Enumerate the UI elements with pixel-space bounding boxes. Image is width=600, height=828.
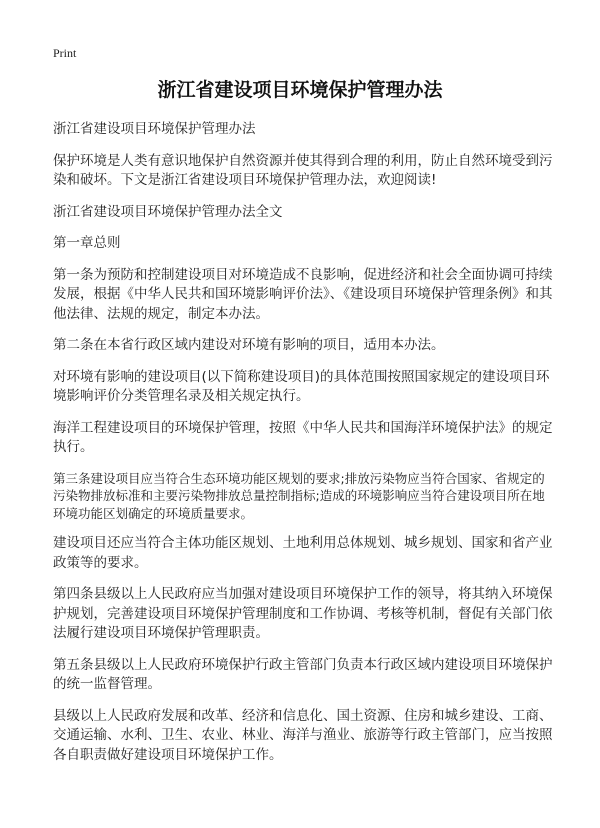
paragraph-departments: 县级以上人民政府发展和改革、经济和信息化、国土资源、住房和城乡建设、工商、交通运输、水利、卫生、农业、林业、海洋与渔业、旅游等行政主管部门，应当按照各自职责做好建设项目环境保护工作。 [53, 707, 553, 763]
paragraph-article-1: 第一条为预防和控制建设项目对环境造成不良影响，促进经济和社会全面协调可持续发展，根据《中华人民共和国环境影响评价法》、《建设项目环境保护管理条例》和其他法律、法规的规定，制定本办法。 [53, 266, 553, 322]
paragraph-marine-projects: 海洋工程建设项目的环境保护管理，按照《中华人民共和国海洋环境保护法》的规定执行。 [53, 419, 553, 455]
print-link[interactable]: Print [53, 46, 77, 60]
paragraph-chapter-one: 第一章总则 [53, 235, 121, 251]
paragraph-full-text-heading: 浙江省建设项目环境保护管理办法全文 [53, 203, 283, 220]
paragraph-article-2: 第二条在本省行政区域内建设对环境有影响的项目，适用本办法。 [53, 337, 445, 353]
paragraph-article-4: 第四条县级以上人民政府应当加强对建设项目环境保护工作的领导，将其纳入环境保护规划，完善建设项目环境保护管理制度和工作协调、考核等机制，督促有关部门依法履行建设项目环境保护管理职责。 [53, 586, 553, 641]
paragraph-planning-requirements: 建设项目还应当符合主体功能区规划、土地利用总体规划、城乡规划、国家和省产业政策等的要求。 [53, 535, 553, 571]
paragraph-doc-name: 浙江省建设项目环境保护管理办法 [53, 121, 256, 137]
paragraph-project-scope: 对环境有影响的建设项目(以下简称建设项目)的具体范围按照国家规定的建设项目环境影响评价分类管理名录及相关规定执行。 [53, 368, 550, 404]
paragraph-article-3: 第三条建设项目应当符合生态环境功能区规划的要求;排放污染物应当符合国家、省规定的污染物排放标准和主要污染物排放总量控制指标;造成的环境影响应当符合建设项目所在地环境功能区划确定的环境质量要求。 [53, 470, 545, 521]
document-body [53, 120, 557, 777]
document-title: 浙江省建设项目环境保护管理办法 [157, 79, 443, 101]
paragraph-article-5: 第五条县级以上人民政府环境保护行政主管部门负责本行政区域内建设项目环境保护的统一监督管理。 [53, 656, 553, 692]
paragraph-intro: 保护环境是人类有意识地保护自然资源并使其得到合理的利用，防止自然环境受到污染和破坏。下文是浙江省建设项目环境保护管理办法，欢迎阅读! [53, 152, 553, 188]
